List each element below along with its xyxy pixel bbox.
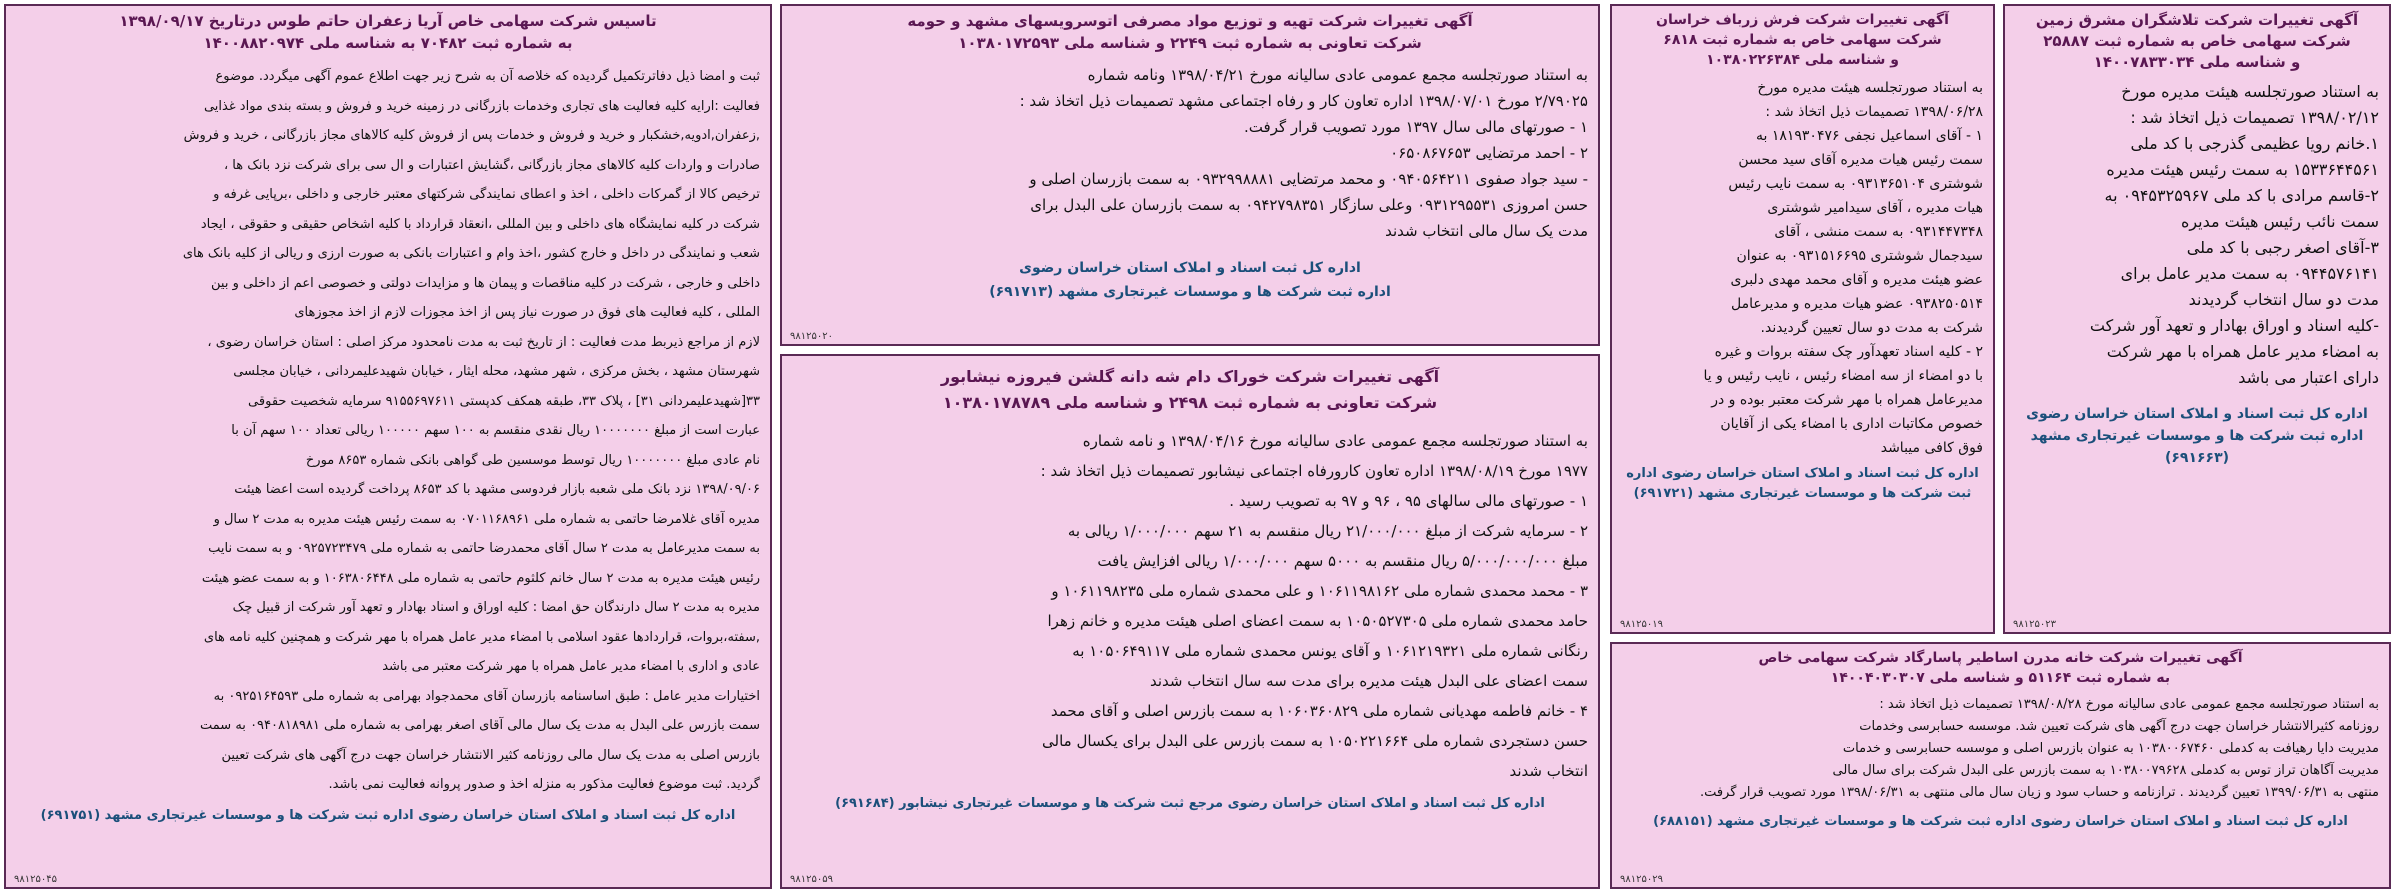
body-line: نام عادی مبلغ ۱۰۰۰۰۰۰۰ ریال توسط موسسین طی گواهی بانکی شماره ۸۶۵۳ مورخ bbox=[305, 452, 760, 468]
body-line: ۳ - محمد محمدی شماره ملی ۱۰۶۱۱۹۸۱۶۲ و علی محمدی شماره ملی ۱۰۶۱۱۹۸۲۳۵ و bbox=[1051, 582, 1588, 600]
heading-line: آگهی تغییرات شرکت فرش زرباف خراسان bbox=[1656, 12, 1949, 28]
body-line: سمت اعضای علی البدل هیئت مدیره برای مدت سه سال انتخاب شدند bbox=[1150, 672, 1588, 690]
body-line: حامد محمدی شماره ملی ۱۰۵۰۵۲۷۳۰۵ به سمت اعضای اصلی هیئت مدیره و خانم زهرا bbox=[1047, 612, 1588, 630]
body-line: مبلغ ۵/۰۰۰/۰۰۰/۰۰۰ ریال منقسم به ۵۰۰۰ سهم ۱/۰۰۰/۰۰۰ ریالی افزایش یافت bbox=[1097, 552, 1588, 570]
footer-line: اداره کل ثبت اسناد و املاک استان خراسان رضوی اداره ثبت شرکت ها و موسسات غیرتجاری مشهد (۶۸۸۱۵۱) bbox=[1653, 814, 2348, 829]
body-line: ۱۳۹۸/۰۲/۱۲ تصمیمات ذیل اتخاذ شد : bbox=[2130, 108, 2379, 127]
body-line: مدیرعامل همراه با مهر شرکت معتبر بوده و در bbox=[1711, 392, 1983, 408]
body-line: به استناد صورتجلسه مجمع عمومی عادی سالیانه مورخ ۱۳۹۸/۰۴/۲۱ ونامه شماره bbox=[1087, 66, 1588, 84]
body-line: منتهی به ۱۳۹۹/۰۶/۳۱ تعیین گردیدند . ترازنامه و حساب سود و زیان سال مالی منتهی به ۱۳۹۸/۰۶/۳۱ مورد تصویب قرار گرفت. bbox=[1699, 785, 2379, 800]
body-line: صادرات و واردات کلیه کالاهای مجاز بازرگانی ،گشایش اعتبارات و ال سی برای شرکت نزد بانک ها ، bbox=[223, 157, 760, 173]
body-line: شهرستان مشهد ، بخش مرکزی ، شهر مشهد، محله ایثار ، خیابان شهیدعلیمردانی ، خیابان مجلسی bbox=[233, 364, 760, 379]
body-line: ۳۳[شهیدعلیمردانی ۳۱] ، پلاک ۳۳، طبقه همکف کدپستی ۹۱۵۵۶۹۷۶۱۱ سرمایه شخصیت حقوقی bbox=[248, 393, 760, 409]
notice-body bbox=[1622, 694, 2379, 804]
body-line: با دو امضاء از سه امضاء رئیس ، نایب رئیس و یا bbox=[1703, 368, 1983, 384]
body-line: ۱۳۹۸/۰۹/۰۶ نزد بانک ملی شعبه بازار فردوسی مشهد با کد ۸۶۵۳ پرداخت گردیده است اعضا هیئت bbox=[234, 482, 760, 497]
body-line: لازم از مراجع ذیربط مدت فعالیت : از تاریخ ثبت به مدت نامحدود مرکز اصلی : استان خراسان رضوی ، bbox=[207, 334, 760, 350]
body-line: شوشتری ۰۹۳۱۳۶۵۱۰۴ به سمت نایب رئیس bbox=[1728, 176, 1983, 192]
footer-line: اداره کل ثبت اسناد و املاک استان خراسان رضوی bbox=[2026, 406, 2368, 422]
notice-body bbox=[2015, 79, 2379, 391]
notice-golshan-firouzeh bbox=[780, 354, 1600, 889]
notice-arya-zaferan bbox=[4, 4, 772, 889]
body-line: شرکت در کلیه نمایشگاه های داخلی و بین المللی ،انعقاد قرارداد با کلیه اشخاص حقیقی و حقوقی ، ایجاد bbox=[200, 216, 760, 232]
body-line: هیات مدیره ، آقای سیدامیر شوشتری bbox=[1767, 200, 1983, 216]
body-line: ۱۳۹۸/۰۶/۲۸ تصمیمات ذیل اتخاذ شد : bbox=[1765, 104, 1983, 120]
body-line: سمت نائب رئیس هیئت مدیره bbox=[2180, 212, 2379, 231]
notice-heading bbox=[1622, 10, 1983, 70]
body-line: -کلیه اسناد و اوراق بهادار و تعهد آور شرکت bbox=[2089, 316, 2379, 335]
footer-line: اداره کل ثبت اسناد و املاک استان خراسان رضوی اداره bbox=[1626, 466, 1979, 481]
notice-footer bbox=[792, 256, 1588, 304]
footer-line: اداره کل ثبت اسناد و املاک استان خراسان رضوی مرجع ثبت شرکت ها و موسسات غیرتجاری نیشابور (۶۹۱۶۸۴) bbox=[835, 796, 1545, 811]
body-line: حسن امروزی ۰۹۳۱۲۹۵۵۳۱ وعلی سازگار ۰۹۴۲۷۹۸۳۵۱ به سمت بازرسان علی البدل برای bbox=[1030, 196, 1588, 214]
notice-code: ۹۸۱۲۵۰۲۳ bbox=[2013, 619, 2056, 630]
notice-code: ۹۸۱۲۵۰۲۹ bbox=[1620, 874, 1663, 885]
body-line: عضو هیئت مدیره و آقای محمد مهدی دلبری bbox=[1730, 272, 1983, 288]
body-line: به استناد صورتجلسه مجمع عمومی عادی سالیانه مورخ ۱۳۹۸/۰۴/۱۶ و نامه شماره bbox=[1082, 432, 1588, 450]
body-line: روزنامه کثیرالانتشار خراسان جهت درج آگهی های شرکت تعیین شد. موسسه حسابرسی وخدمات bbox=[1859, 719, 2379, 734]
notice-talashgaran bbox=[2003, 4, 2391, 634]
notice-heading bbox=[2015, 10, 2379, 73]
body-line: ۱ - آقای اسماعیل نجفی ۱۸۱۹۳۰۴۷۶ به bbox=[1755, 128, 1983, 144]
notice-code: ۹۸۱۲۵۰۱۹ bbox=[1620, 619, 1663, 630]
notice-footer bbox=[16, 806, 760, 826]
body-line: فعالیت :ارایه کلیه فعالیت های تجاری وخدمات بازرگانی در زمینه خرید و فروش و بسته بندی مواد غذایی bbox=[203, 98, 760, 114]
body-line: به استناد صورتجلسه هیئت مدیره مورخ bbox=[2121, 82, 2379, 101]
body-line: گردید. ثبت موضوع فعالیت مذکور به منزله اخذ و صدور پروانه فعالیت نمی باشد. bbox=[328, 777, 760, 792]
body-line: ۱ - صورتهای مالی سال ۱۳۹۷ مورد تصویب قرار گرفت. bbox=[1244, 118, 1588, 136]
body-line: ,سفته،بروات، قراردادها عقود اسلامی با امضاء مدیر عامل همراه با مهر شرکت و همچنین کلیه نامه های bbox=[203, 629, 760, 645]
body-line: شرکت به مدت دو سال تعیین گردیدند. bbox=[1760, 320, 1983, 336]
notice-farsh-zarbaf bbox=[1610, 4, 1995, 634]
body-line: ۲/۷۹۰۲۵ مورخ ۱۳۹۸/۰۷/۰۱ اداره تعاون کار و رفاه اجتماعی مشهد تصمیمات ذیل اتخاذ شد : bbox=[1019, 92, 1588, 110]
notice-code: ۹۸۱۲۵۰۲۰ bbox=[790, 331, 833, 342]
body-line: سمت رئیس هیات مدیره آقای سید محسن bbox=[1738, 152, 1983, 168]
body-line: ۱ - صورتهای مالی سالهای ۹۵ ، ۹۶ و ۹۷ به تصویب رسید . bbox=[1229, 492, 1588, 510]
heading-line: شرکت سهامی خاص به شماره ثبت ۶۸۱۸ bbox=[1663, 32, 1942, 48]
body-line: مدیره آقای غلامرضا حاتمی به شماره ملی ۰۷۰۱۱۶۸۹۶۱ به سمت رئیس هیئت مدیره به مدت ۲ سال و bbox=[213, 511, 760, 527]
footer-line: اداره ثبت شرکت ها و موسسات غیرتجاری مشهد (۶۹۱۷۱۳) bbox=[989, 284, 1391, 300]
body-line: ,زعفران,ادویه,خشکبار و خرید و فروش و خدمات پس از فروش کلیه کالاهای مجاز بازرگانی ، خرید و فروش bbox=[183, 128, 760, 143]
heading-line: شرکت تعاونی به شماره ثبت ۲۲۴۹ و شناسه ملی ۱۰۳۸۰۱۷۲۵۹۳ bbox=[958, 34, 1422, 52]
footer-line: اداره ثبت شرکت ها و موسسات غیرتجاری مشهد bbox=[2030, 428, 2364, 444]
notice-code: ۹۸۱۲۵۰۵۹ bbox=[790, 874, 833, 885]
notice-code: ۹۸۱۲۵۰۴۵ bbox=[14, 874, 57, 885]
notice-footer bbox=[1622, 812, 2379, 832]
notice-footer bbox=[2015, 403, 2379, 469]
body-line: عادی و اداری با امضاء مدیر عامل همراه با مهر شرکت معتبر می باشد bbox=[382, 659, 760, 674]
body-line: ۲ - سرمایه شرکت از مبلغ ۲۱/۰۰۰/۰۰۰ ریال منقسم به ۲۱ سهم ۱/۰۰۰/۰۰۰ ریالی به bbox=[1067, 522, 1588, 540]
notice-autoservice bbox=[780, 4, 1600, 346]
body-line: عبارت است از مبلغ ۱۰۰۰۰۰۰۰ ریال نقدی منقسم به ۱۰۰ سهم ۱۰۰۰۰۰ ریالی تعداد ۱۰۰ سهم آن با bbox=[231, 423, 760, 438]
heading-line: به شماره ثبت ۵۱۱۶۴ و شناسه ملی ۱۴۰۰۴۰۳۰۳۰۷ bbox=[1830, 670, 2171, 686]
heading-line: آگهی تغییرات شرکت خانه مدرن اساطیر پاسارگاد شرکت سهامی خاص bbox=[1758, 650, 2243, 666]
body-line: حسن دستجردی شماره ملی ۱۰۵۰۲۲۱۶۶۴ به سمت بازرس علی البدل برای یکسال مالی bbox=[1042, 732, 1588, 750]
body-line: ترخیص کالا از گمرکات داخلی ، اخذ و اعطای نمایندگی شرکتهای معتبر خارجی و داخلی ،برپایی غرفه و bbox=[213, 187, 760, 202]
body-line: ۴ - خانم فاطمه مهدیانی شماره ملی ۱۰۶۰۳۶۰۸۲۹ به سمت بازرس اصلی و آقای محمد bbox=[1050, 702, 1588, 720]
heading-line: تاسیس شرکت سهامی خاص آریا زعفران حاتم طوس درتاریخ ۱۳۹۸/۰۹/۱۷ bbox=[119, 12, 657, 30]
body-line: ۲ - احمد مرتضایی ۰۶۵۰۸۶۷۶۵۳ bbox=[1390, 144, 1588, 162]
body-line: سیدجمال شوشتری ۰۹۳۱۵۱۶۶۹۵ به عنوان bbox=[1736, 248, 1983, 264]
body-line: ۰۹۴۴۵۷۶۱۴۱ به سمت مدیر عامل برای bbox=[2120, 264, 2379, 283]
notice-heading bbox=[792, 364, 1588, 416]
body-line: ۱۵۳۳۶۴۴۵۶۱ به سمت رئیس هیئت مدیره bbox=[2106, 160, 2379, 179]
body-line: ۰۹۳۱۴۴۷۳۴۸ به سمت منشی ، آقای bbox=[1774, 224, 1983, 240]
notice-footer bbox=[792, 794, 1588, 814]
heading-line: شرکت تعاونی به شماره ثبت ۲۴۹۸ و شناسه ملی ۱۰۳۸۰۱۷۸۷۸۹ bbox=[942, 393, 1438, 412]
footer-line: (۶۹۱۶۶۳) bbox=[2164, 450, 2230, 466]
body-line: المللی ، کلیه فعالیت های فوق در صورت نیاز پس از اخذ مجوزات لازم از اخذ مجوزهای bbox=[294, 305, 760, 320]
notice-khaneh-modern bbox=[1610, 642, 2391, 889]
body-line: به سمت مدیرعامل به مدت ۲ سال آقای محمدرضا حاتمی به شماره ملی ۰۹۲۵۷۲۳۴۷۹ و به سمت نایب bbox=[208, 541, 760, 556]
body-line: مدیریت آگاهان تراز توس به کدملی ۱۰۳۸۰۰۷۹۶۲۸ به سمت بازرس علی البدل شرکت برای سال مالی bbox=[1832, 763, 2379, 778]
body-line: مدیریت دایا رهیافت به کدملی ۱۰۳۸۰۰۶۷۴۶۰ به عنوان بازرس اصلی و موسسه حسابرسی و خدمات bbox=[1842, 741, 2379, 756]
heading-line: آگهی تغییرات شرکت تلاشگران مشرق زمین bbox=[2035, 11, 2359, 29]
footer-line: ثبت شرکت ها و موسسات غیرتجاری مشهد (۶۹۱۷۲۱) bbox=[1633, 486, 1972, 501]
body-line: ۱۹۷۷ مورخ ۱۳۹۸/۰۸/۱۹ اداره تعاون کارورفاه اجتماعی نیشابور تصمیمات ذیل اتخاذ شد : bbox=[1040, 462, 1588, 480]
body-line: رنگانی شماره ملی ۱۰۶۱۲۱۹۳۲۱ و آقای یونس محمدی شماره ملی ۱۰۵۰۶۴۹۱۱۷ به bbox=[1072, 642, 1588, 660]
footer-line: اداره کل ثبت اسناد و املاک استان خراسان رضوی اداره ثبت شرکت ها و موسسات غیرتجاری مشهد (۶۹۱۷۵۱) bbox=[40, 807, 736, 823]
body-line: شعب و نمایندگی در داخل و خارج کشور ،اخذ وام و اعتبارات بانکی به صورت ارزی و ریالی از کلیه بانک های bbox=[182, 246, 760, 261]
body-line: به استناد صورتجلسه مجمع عمومی عادی سالیانه مورخ ۱۳۹۸/۰۸/۲۸ تصمیمات ذیل اتخاذ شد : bbox=[1879, 697, 2379, 712]
body-line: رئیس هیئت مدیره به مدت ۲ سال خانم کلثوم حاتمی به شماره ملی ۱۰۶۳۸۰۶۴۴۸ و به سمت عضو هیئت bbox=[201, 570, 760, 586]
notice-body bbox=[792, 62, 1588, 244]
body-line: بازرس اصلی به مدت یک سال مالی روزنامه کثیر الانتشار خراسان جهت درج آگهی های شرکت تعیین bbox=[221, 747, 760, 763]
heading-line: و شناسه ملی ۱۰۳۸۰۲۲۶۳۸۴ bbox=[1706, 52, 1899, 68]
body-line: مدیره به مدت ۲ سال دارندگان حق امضا : کلیه اوراق و اسناد بهادار و تعهد آور شرکت از قبیل چک bbox=[232, 600, 760, 615]
body-line: به امضاء مدیر عامل همراه با مهر شرکت bbox=[2106, 342, 2379, 361]
body-line: مدت یک سال مالی انتخاب شدند bbox=[1385, 222, 1588, 240]
body-line: به استناد صورتجلسه هیئت مدیره مورخ bbox=[1757, 80, 1983, 96]
notice-footer bbox=[1622, 464, 1983, 504]
heading-line: به شماره ثبت ۷۰۴۸۲ به شناسه ملی ۱۴۰۰۸۸۲۰۹۷۴ bbox=[203, 34, 573, 52]
body-line: ۱.خانم رویا عظیمی گذرجی با کد ملی bbox=[2130, 134, 2379, 153]
notice-body bbox=[792, 426, 1588, 786]
notice-heading bbox=[1622, 648, 2379, 688]
heading-line: و شناسه ملی ۱۴۰۰۷۸۳۳۰۳۴ bbox=[2093, 53, 2301, 71]
heading-line: آگهی تغییرات شرکت تهیه و توزیع مواد مصرفی اتوسرویسهای مشهد و حومه bbox=[907, 12, 1473, 30]
body-line: داخلی و خارجی ، شرکت در کلیه مناقصات و پیمان ها و مزایدات دولتی و خصوصی اعم از داخلی و بین bbox=[211, 275, 760, 291]
notice-body bbox=[1622, 76, 1983, 460]
body-line: فوق کافی میباشد bbox=[1880, 440, 1983, 456]
body-line: خصوص مکاتبات اداری با امضاء یکی از آقایان bbox=[1720, 416, 1983, 432]
body-line: ۳-آقای اصغر رجبی با کد ملی bbox=[2186, 238, 2379, 257]
body-line: اختیارات مدیر عامل : طبق اساسنامه بازرسان آقای محمدجواد بهرامی به شماره ملی ۰۹۲۵۱۶۴۵۹۳ به bbox=[213, 688, 760, 704]
body-line: - سید جواد صفوی ۰۹۴۰۵۶۴۲۱۱ و محمد مرتضایی ۰۹۳۲۹۹۸۸۸۱ به سمت بازرسان اصلی و bbox=[1029, 170, 1588, 188]
body-line: ۰۹۳۸۲۵۰۵۱۴ عضو هیات مدیره و مدیرعامل bbox=[1731, 296, 1983, 312]
body-line: ۲-قاسم مرادی با کد ملی ۰۹۴۵۳۲۵۹۶۷ به bbox=[2104, 186, 2379, 205]
body-line: دارای اعتبار می باشد bbox=[2238, 368, 2379, 387]
notice-heading bbox=[16, 10, 760, 54]
body-line: ثبت و امضا ذیل دفاترتکمیل گردیده که خلاصه آن به شرح زیر جهت اطلاع عموم آگهی میگردد. موضوع bbox=[215, 69, 760, 84]
body-line: ۲ - کلیه اسناد تعهدآور چک سفته بروات و غیره bbox=[1714, 344, 1983, 360]
heading-line: شرکت سهامی خاص به شماره ثبت ۲۵۸۸۷ bbox=[2043, 32, 2351, 50]
body-line: انتخاب شدند bbox=[1509, 762, 1588, 780]
heading-line: آگهی تغییرات شرکت خوراک دام شه دانه گلشن فیروزه نیشابور bbox=[940, 367, 1440, 386]
body-line: مدت دو سال انتخاب گردیدند bbox=[2188, 290, 2379, 309]
body-line: سمت بازرس علی البدل به مدت یک سال مالی آقای اصغر بهرامی به شماره ملی ۰۹۴۰۸۱۸۹۸۱ به سمت bbox=[200, 718, 760, 733]
footer-line: اداره کل ثبت اسناد و املاک استان خراسان رضوی bbox=[1019, 260, 1361, 276]
notice-body bbox=[16, 62, 760, 800]
notice-heading bbox=[792, 10, 1588, 54]
